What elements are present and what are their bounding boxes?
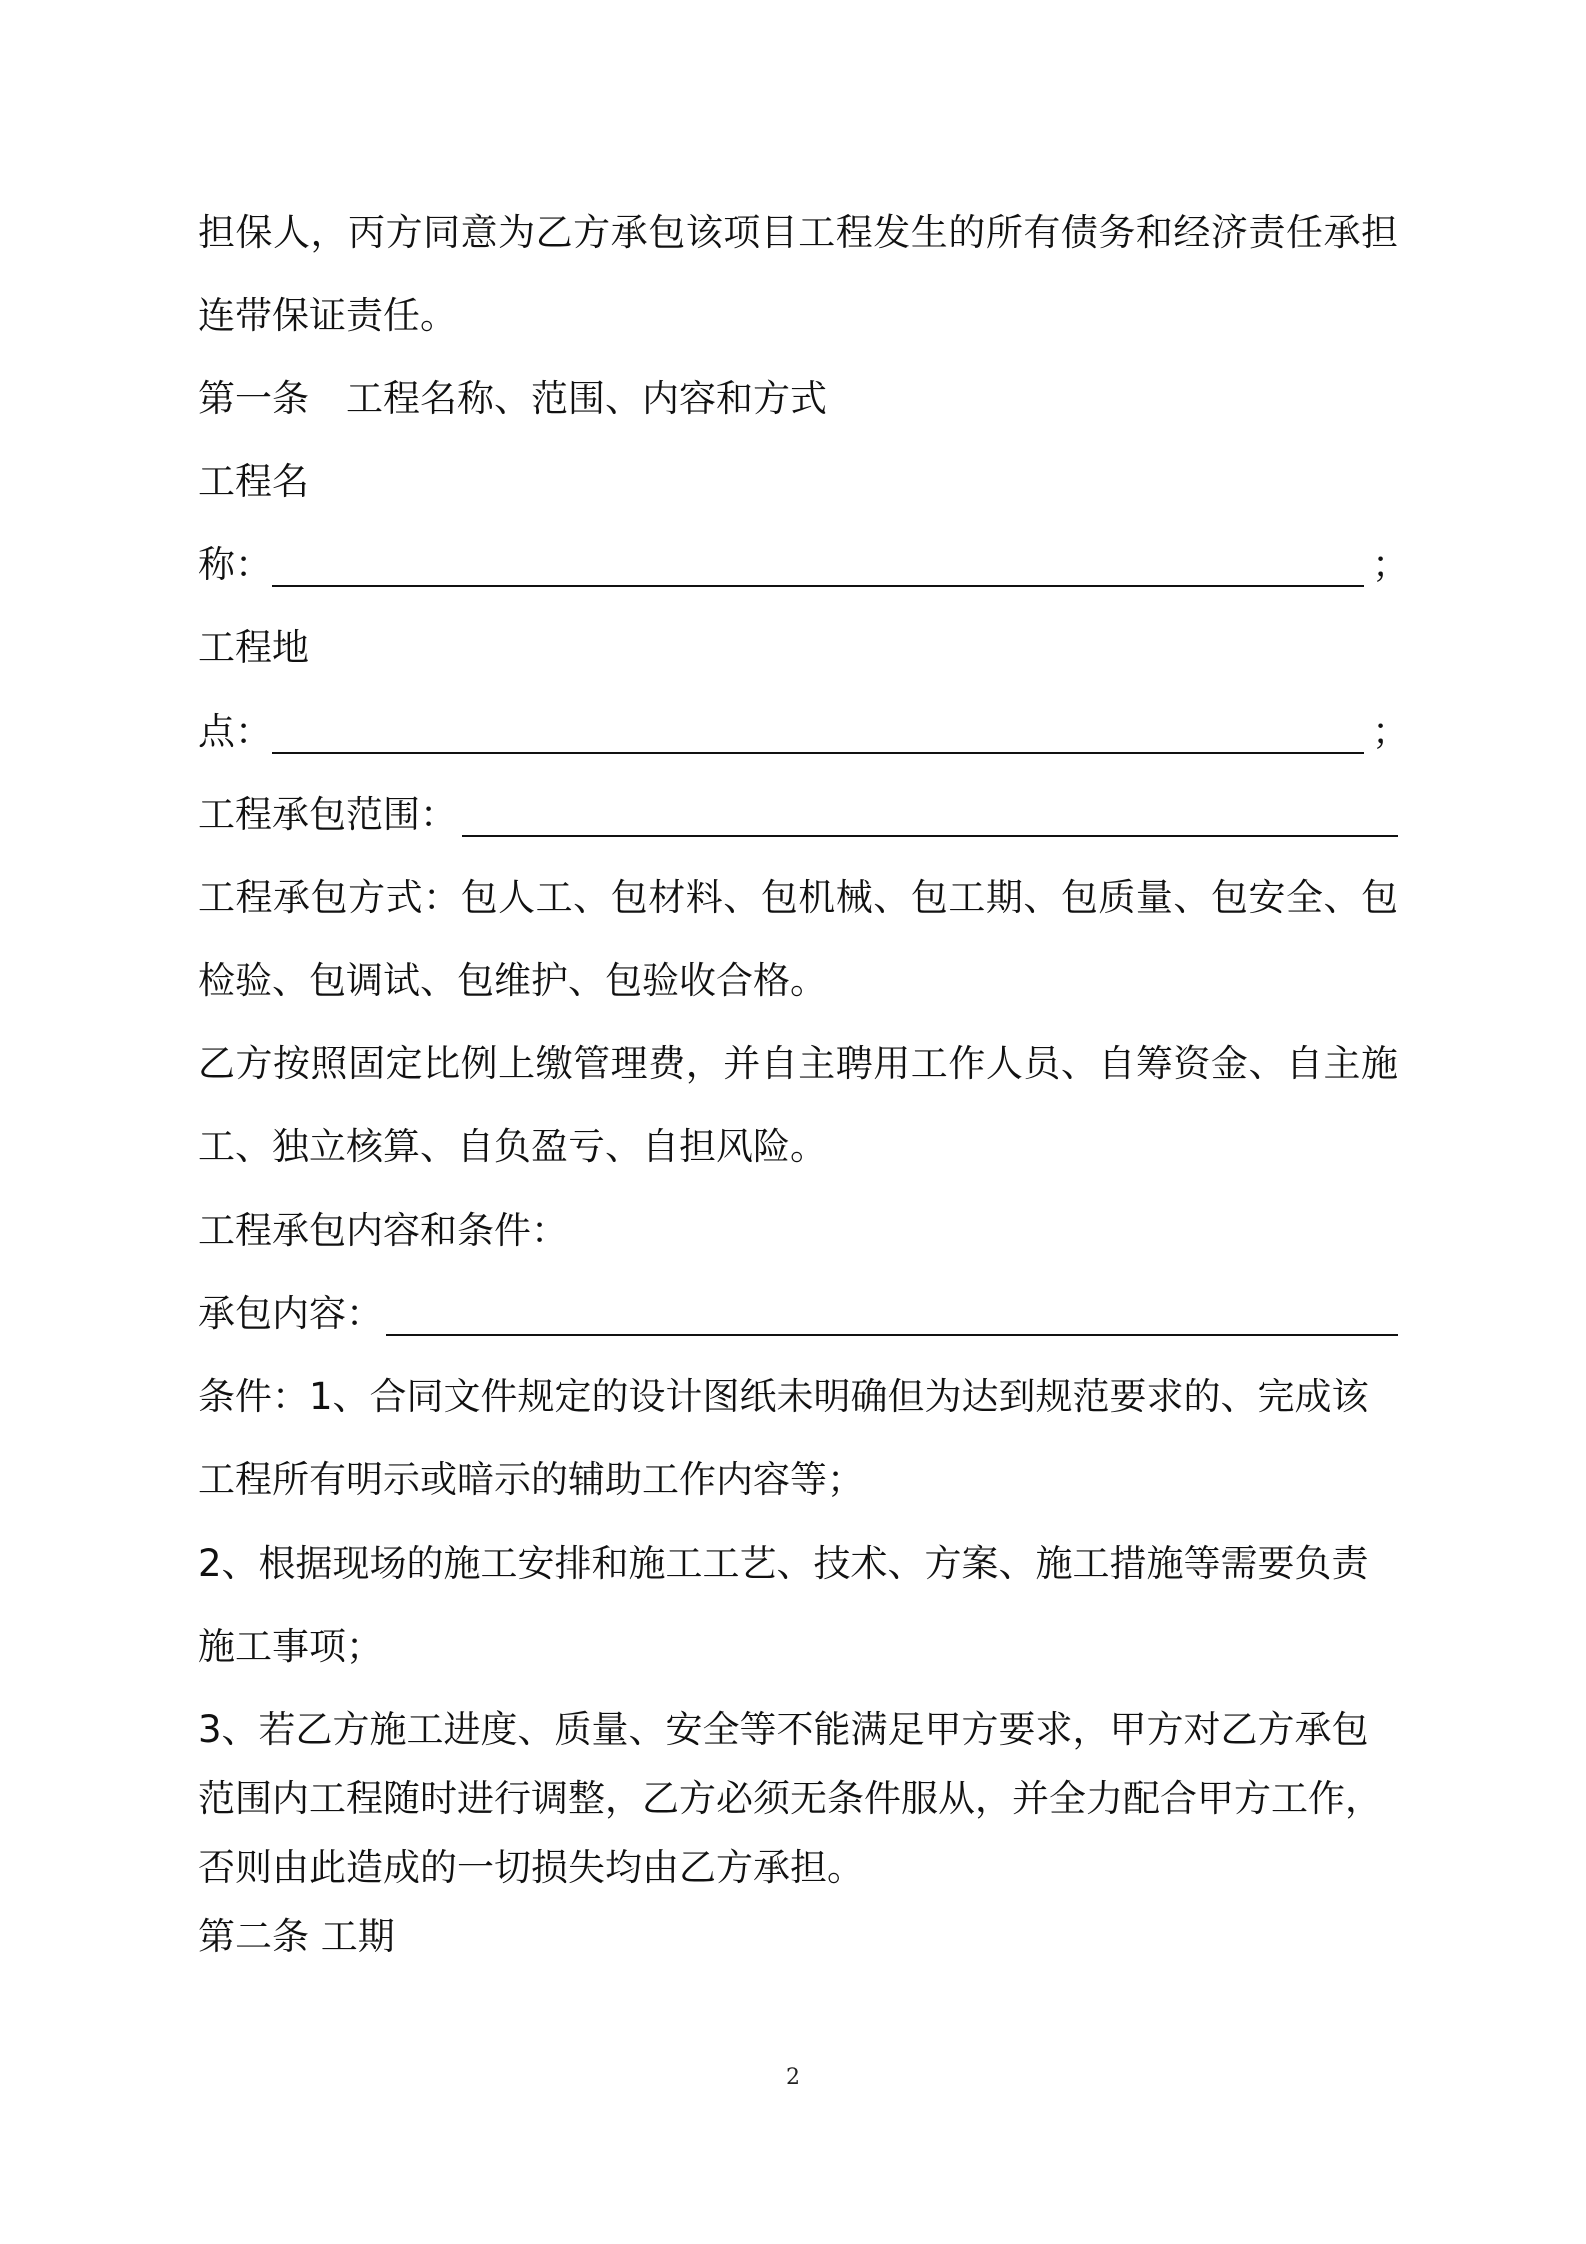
management-fee-line-1: 乙方按照固定比例上缴管理费，并自主聘用工作人员、自筹资金、自主施 [198, 1042, 1398, 1085]
condition-2-line-2: 施工事项； [198, 1625, 383, 1668]
project-name-label-prefix: 工程名 [198, 460, 309, 503]
project-name-field [198, 541, 1409, 589]
contract-content-label: 承包内容： [198, 1292, 383, 1335]
project-name-blank[interactable] [272, 585, 1364, 587]
condition-3-line-1: 3、若乙方施工进度、质量、安全等不能满足甲方要求，甲方对乙方承包 [198, 1708, 1369, 1751]
project-scope-blank[interactable] [462, 835, 1398, 837]
guarantor-clause-line-1: 担保人，丙方同意为乙方承包该项目工程发生的所有债务和经济责任承担 [198, 211, 1398, 254]
contract-method-line-2: 检验、包调试、包维护、包验收合格。 [198, 959, 827, 1002]
project-location-field [198, 708, 1409, 756]
project-name-semicolon: ； [1372, 543, 1409, 586]
project-location-label-prefix: 工程地 [198, 626, 309, 669]
project-location-label: 点： [198, 710, 272, 753]
contract-content-field [198, 1290, 1398, 1338]
article-1-heading: 第一条 工程名称、范围、内容和方式 [198, 377, 827, 420]
page-number: 2 [786, 2065, 800, 2090]
project-scope-field [198, 791, 1398, 839]
contract-content-blank[interactable] [386, 1334, 1398, 1336]
condition-3-line-2: 范围内工程随时进行调整，乙方必须无条件服从，并全力配合甲方工作， [198, 1777, 1382, 1820]
article-2-heading: 第二条 工期 [198, 1915, 395, 1958]
project-location-semicolon: ； [1372, 710, 1409, 753]
guarantor-clause-line-2: 连带保证责任。 [198, 294, 457, 337]
condition-2-line-1: 2、根据现场的施工安排和施工工艺、技术、方案、施工措施等需要负责 [198, 1542, 1369, 1585]
condition-1-line-2: 工程所有明示或暗示的辅助工作内容等； [198, 1458, 864, 1501]
project-location-blank[interactable] [272, 752, 1364, 754]
project-scope-label: 工程承包范围： [198, 793, 457, 836]
condition-1-line-1: 条件：1、合同文件规定的设计图纸未明确但为达到规范要求的、完成该 [198, 1375, 1369, 1418]
condition-3-line-3: 否则由此造成的一切损失均由乙方承担。 [198, 1846, 864, 1889]
content-and-conditions-heading: 工程承包内容和条件： [198, 1209, 568, 1252]
management-fee-line-2: 工、独立核算、自负盈亏、自担风险。 [198, 1125, 827, 1168]
contract-method-line-1: 工程承包方式：包人工、包材料、包机械、包工期、包质量、包安全、包 [198, 876, 1398, 919]
project-name-label: 称： [198, 543, 272, 586]
